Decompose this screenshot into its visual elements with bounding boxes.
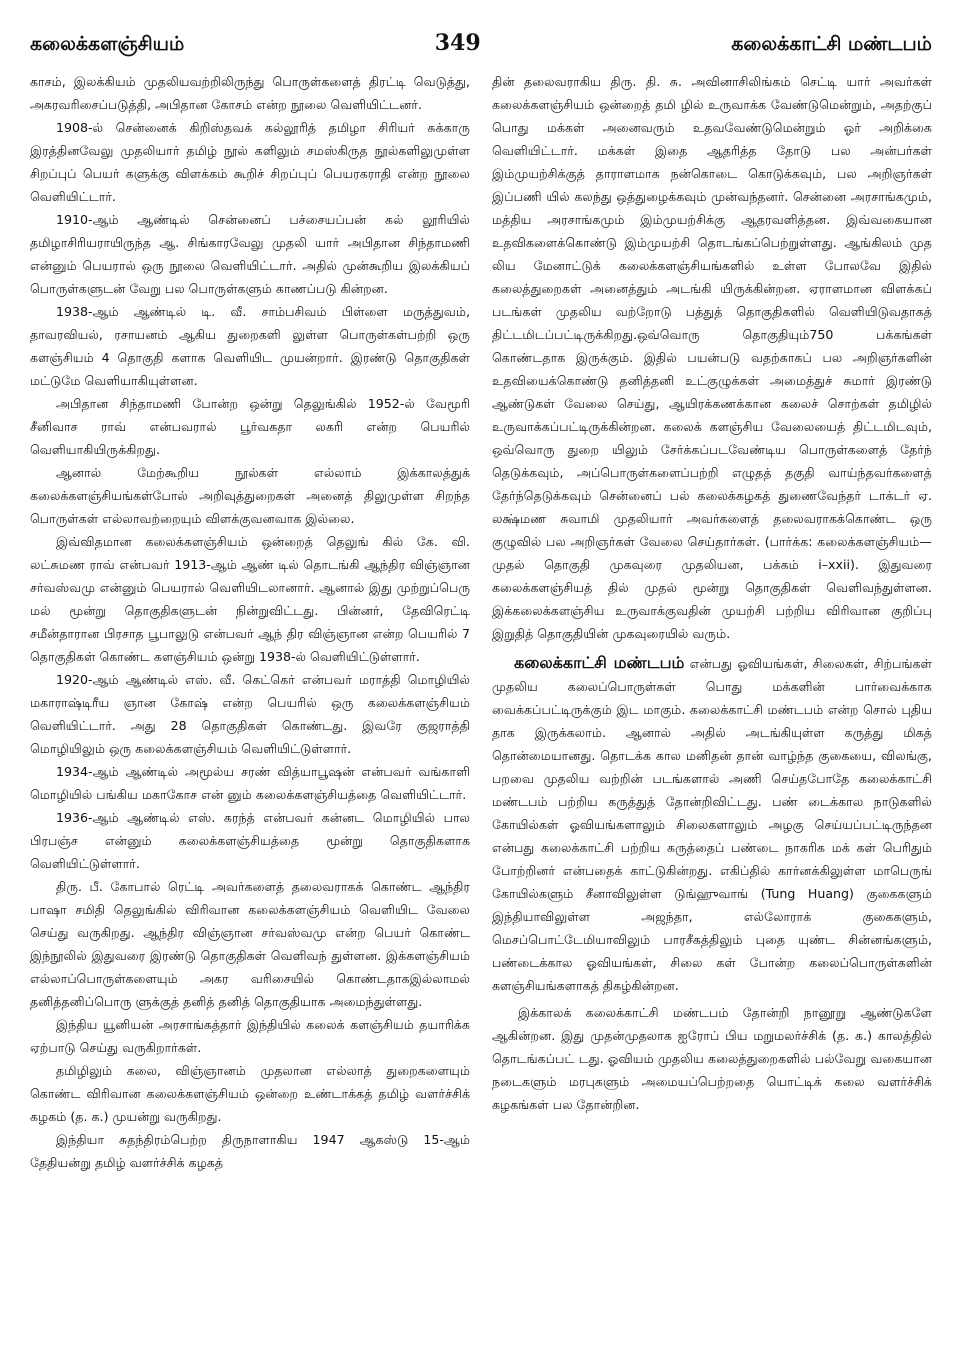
page-header xyxy=(30,30,932,64)
paragraph: 1936-ஆம் ஆண்டில் எஸ். கரந்த் என்பவர் கன்னட மொழியில் பால பிரபஞ்ச என்னும் கலைக்களஞ்சியத்தை மூன்று தொகுதிகளாக வெளியிட்டுள்ளார். xyxy=(30,810,470,871)
paragraph: காசம், இலக்கியம் முதலியவற்றிலிருந்து பொருள்களைத் திரட்டி வெடுத்து, அகரவரிசைப்படுத்தி, அபிதான கோசம் என்ற நூலை வெளியிட்டனர். xyxy=(30,74,470,112)
paragraph: அபிதான சிந்தாமணி போன்ற ஒன்று தெலுங்கில் 1952-ல் வேமூரி சீனிவாச ராவ் என்பவரால் பூர்வகதா லகரி என்ற பெயரில் வெளியாகியிருக்கிறது. xyxy=(30,396,470,457)
entry-paragraph xyxy=(492,651,932,997)
paragraph: தமிழிலும் கலை, விஞ்ஞானம் முதலான எல்லாத் துறைகளையும் கொண்ட விரிவான கலைக்களஞ்சியம் ஒன்றை உண்டாக்கத் தமிழ் வளர்ச்சிக் கழகம் (த. க.) முயன்று வருகிறது. xyxy=(30,1063,470,1124)
text-columns xyxy=(30,70,932,1360)
paragraph: 1934-ஆம் ஆண்டில் அமூல்ய சரண் வித்யாபூஷன் என்பவர் வங்காளி மொழியில் பங்கிய மகாகோச என் னும் கலைக்களஞ்சியத்தை வெளியிட்டார். xyxy=(30,764,470,802)
paragraph: 1920-ஆம் ஆண்டில் எஸ். வீ. கெட்கெர் என்பவர் மராத்தி மொழியில் மகாராஷ்டிரீய ஞான கோஷ் என்ற பெயரில் ஒரு கலைக்களஞ்சியம் வெளியிட்டார். அது 28 தொகுதிகள் கொண்டது. இவரே குஜராத்தி மொழியிலும் ஒரு கலைக்களஞ்சியம் வெளியிட்டுள்ளார். xyxy=(30,672,470,756)
paragraph: 1908-ல் சென்னைக் கிறிஸ்தவக் கல்லூரித் தமிழா சிரியர் சுக்காரு இரத்தினவேலு முதலியார் தமிழ் நூல் களிலும் சமஸ்கிருத நூல்களிலுமுள்ள சிறப்புப் பெயர் களுக்கு விளக்கம் கூறிச் சிறப்புப் பெயரகராதி என்ற நூலை வெளியிட்டார். xyxy=(30,120,470,204)
entry-text: என்பது ஓவியங்கள், சிலைகள், சிற்பங்கள் முதலிய கலைப்பொருள்கள் பொது மக்களின் பார்வைக்காக வைக்கப்பட்டிருக்கும் இட மாகும். கலைக்காட்சி மண்டபம் என்ற சொல் புதிய தாக இருக்கலாம். ஆனால் அதில் அடங்கியுள்ள கருத்து மிகத் தொன்மையானது. தொடக்க கால மனிதன் தான் வாழ்ந்த குகையை, விலங்கு, பறவை முதலிய வற்றின் படங்களால் அணி செய்தபோதே கலைக்காட்சி மண்டபம் பற்றிய கருத்துத் தோன்றிவிட்டது. பண் டைக்கால நாடுகளில் கோயில்கள் ஓவியங்களாலும் சிலைகளாலும் அழகு செய்யப்பட்டிருந்தன என்பது கலைக்காட்சி பற்றிய கருத்தைப் பண்டை நாகரிக மக் கள் பெரிதும் போற்றினர் என்பதைக் காட்டுகின்றது. எகிப்தில் கார்னக்கிலுள்ள மாபெருங் கோயில்களும் சீனாவிலுள்ள டுங்ஹுவாங் (Tung Huang) குகைகளும் இந்தியாவிலுள்ள அஜந்தா, எல்லோராக் குகைகளும், மெசப்பொட்டேமியாவிலும் பாரசீகத்திலும் புதை யுண்ட சின்னங்களும், பண்டைக்கால ஓவியங்கள், சிலை கள் போன்ற கலைப்பொருள்களின் களஞ்சியங்களாகத் திகழ்கின்றன. xyxy=(492,656,932,993)
paragraph: ஆனால் மேற்கூறிய நூல்கள் எல்லாம் இக்காலத்துக் கலைக்களஞ்சியங்கள்போல் அறிவுத்துறைகள் அனைத் திலுமுள்ள சிறந்த பொருள்கள் எல்லாவற்றையும் விளக்குவனவாக இல்லை. xyxy=(30,465,470,526)
entry-headword: கலைக்காட்சி மண்டபம் xyxy=(514,653,685,672)
paragraph: இக்காலக் கலைக்காட்சி மண்டபம் தோன்றி நானூறு ஆண்டுகளே ஆகின்றன. இது முதன்முதலாக ஐரோப் பிய மறுமலர்ச்சிக் (த. க.) காலத்தில் தொடங்கப்பட் டது. ஓவியம் முதலிய கலைத்துறைகளில் பல்வேறு வகையான நடைகளும் மரபுகளும் அமையப்பெற்றதை யொட்டிக் கலை வளர்ச்சிக் கழகங்கள் பல தோன்றின. xyxy=(492,1005,932,1112)
paragraph: 1910-ஆம் ஆண்டில் சென்னைப் பச்சையப்பன் கல் லூரியில் தமிழாசிரியராயிருந்த ஆ. சிங்காரவேலு முதலி யார் அபிதான சிந்தாமணி என்னும் பெயரால் ஒரு நூலை வெளியிட்டார். அதில் முன்கூறிய இலக்கியப் பொருள்களுடன் வேறு பல பொருள்களும் காணப்படு கின்றன. xyxy=(30,212,470,296)
paragraph: இந்தியா சுதந்திரம்பெற்ற திருநாளாகிய 1947 ஆகஸ்டு 15-ஆம் தேதியன்று தமிழ் வளர்ச்சிக் கழகத் xyxy=(30,1132,470,1170)
left-column xyxy=(30,70,470,1360)
page-number: 349 xyxy=(434,30,481,56)
paragraph: தின் தலைவராகிய திரு. தி. சு. அவினாசிலிங்கம் செட்டி யார் அவர்கள் கலைக்களஞ்சியம் ஒன்றைத் தமி ழில் உருவாக்க வேண்டுமென்றும், அதற்குப் பொது மக்கள் அனைவரும் உதவவேண்டுமென்றும் ஓர் அறிக்கை வெளியிட்டார். மக்கள் இதை ஆதரித்த தோடு பல அன்பர்கள் இம்முயற்சிக்குத் தாராளமாக நன்கொடை கொடுக்கவும், பல அறிஞர்கள் இப்பணி யில் கலந்து ஒத்துழைக்கவும் முன்வந்தனர். சென்னை அரசாங்கமும், மத்திய அரசாங்கமும் இம்முயற்சிக்கு ஆதரவளித்தன. இவ்வகையான உதவிகளைக்கொண்டு இம்முயற்சி தொடங்கப்பெற்றுள்ளது. ஆங்கிலம் முத லிய மேனாட்டுக் கலைக்களஞ்சியங்களில் உள்ள போலவே இதில் கலைத்துறைகள் அனைத்தும் அடங்கி யிருக்கின்றன. ஏராளமான விளக்கப் படங்கள் முதலிய வற்றோடு பத்துத் தொகுதிகளில் வெளியிடுவதாகத் திட்டமிடப்பட்டிருக்கிறது.ஒவ்வொரு தொகுதியும்750 பக்கங்கள் கொண்டதாக இருக்கும். இதில் பயன்படு வதற்காகப் பல அறிஞர்களின் உதவியைக்கொண்டு தனித்தனி உட்குழுக்கள் அமைத்துச் சுமார் இரண்டு ஆண்டுகள் வேலை செய்து, ஆயிரக்கணக்கான கலைச் சொற்கள் தமிழில் உருவாக்கப்பட்டிருக்கின்றன. கலைக் களஞ்சிய வேலையைத் திட்டமிடவும், ஒவ்வொரு துறை யிலும் சேர்க்கப்படவேண்டிய பொருள்களைத் தேர்ந் தெடுக்கவும், அப்பொருள்களைப்பற்றி எழுதத் தகுதி வாய்ந்தவர்களைத் தேர்ந்தெடுக்கவும் சென்னைப் பல் கலைக்கழகத் துணைவேந்தர் டாக்டர் ஏ. லக்ஷ்மண சுவாமி முதலியார் அவர்களைத் தலைவராகக்கொண்ட ஒரு குழுவில் பல அறிஞர்கள் வேலை செய்தார்கள். (பார்க்க: கலைக்களஞ்சியம்—முதல் தொகுதி முகவுரை முதலியன, பக்கம் i–xxii). இதுவரை கலைக்களஞ்சியத் தில் முதல் மூன்று தொகுதிகள் வெளிவந்துள்ளன. இக்கலைக்களஞ்சிய உருவாக்குவதின் முயற்சி பற்றிய விரிவான குறிப்பு இறுதித் தொகுதியின் முகவுரையில் வரும். xyxy=(492,74,932,641)
right-column xyxy=(492,70,932,1360)
running-head-left: கலைக்களஞ்சியம் xyxy=(30,33,185,55)
paragraph: 1938-ஆம் ஆண்டில் டி. வீ. சாம்பசிவம் பிள்ளை மருத்துவம், தாவரவியல், ரசாயனம் ஆகிய துறைகளி லுள்ள பொருள்கள்பற்றி ஒரு களஞ்சியம் 4 தொகுதி களாக வெளியிட முயன்றார். இரண்டு தொகுதிகள் மட்டுமே வெளியாகியுள்ளன. xyxy=(30,304,470,388)
paragraph: திரு. பீ. கோபால் ரெட்டி அவர்களைத் தலைவராகக் கொண்ட ஆந்திர பாஷா சமிதி தெலுங்கில் விரிவான கலைக்களஞ்சியம் வெளியிட வேலை செய்து வருகிறது. ஆந்திர விஞ்ஞான சர்வஸ்வமு என்ற பெயர் கொண்ட இந்நூலில் இதுவரை இரண்டு தொகுதிகள் வெளிவந் துள்ளன. இக்களஞ்சியம் எல்லாப்பொருள்களையும் அகர வரிசையில் கொண்டதாகஇல்லாமல் தனித்தனிப்பொரு ளுக்குத் தனித் தனித் தொகுதியாக அமைந்துள்ளது. xyxy=(30,879,470,1009)
running-head-right: கலைக்காட்சி மண்டபம் xyxy=(731,33,932,55)
paragraph: இந்திய யூனியன் அரசாங்கத்தார் இந்தியில் கலைக் களஞ்சியம் தயாரிக்க ஏற்பாடு செய்து வருகிறார்கள். xyxy=(30,1017,470,1055)
paragraph: இவ்விதமான கலைக்களஞ்சியம் ஒன்றைத் தெலுங் கில் கே. வி. லட்சுமண ராவ் என்பவர் 1913-ஆம் ஆண் டில் தொடங்கி ஆந்திர விஞ்ஞான சர்வஸ்வமு என்னும் பெயரால் வெளியிடலானார். ஆனால் இது முற்றுப்பெரு மல் மூன்று தொகுதிகளுடன் நின்றுவிட்டது. பின்னர், தேவிரெட்டி சமீன்தாரான பிரசாத பூபாலுடு என்பவர் ஆந் திர விஞ்ஞான என்ற பெயரில் 7 தொகுதிகள் கொண்ட களஞ்சியம் ஒன்று 1938-ல் வெளியிட்டுள்ளார். xyxy=(30,534,470,664)
